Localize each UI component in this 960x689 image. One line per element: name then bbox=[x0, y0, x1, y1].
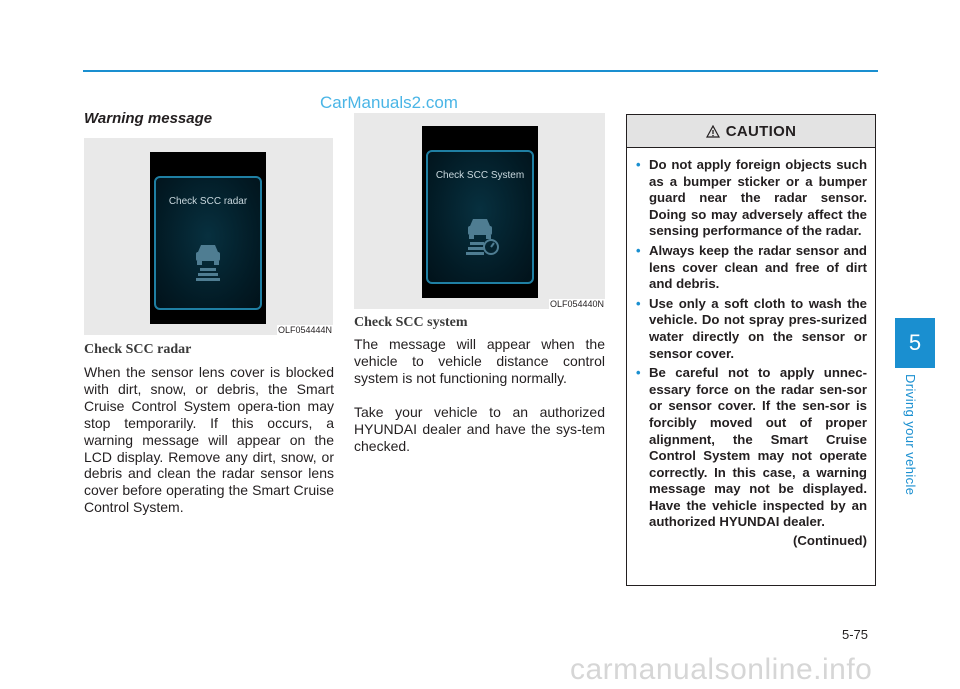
page-number: 5-75 bbox=[842, 627, 869, 642]
caution-header bbox=[627, 115, 875, 148]
caution-item bbox=[636, 157, 867, 240]
figure-code: OLF054440N bbox=[549, 299, 604, 309]
caution-item bbox=[636, 365, 867, 531]
caution-title: CAUTION bbox=[725, 122, 797, 140]
watermark-bottom: carmanualsonline.info bbox=[570, 653, 873, 686]
section-body-check-scc-system: The message will appear when the vehicle to vehicle distance control system is not functioning normally. bbox=[354, 336, 605, 386]
watermark-top: CarManuals2.com bbox=[320, 93, 458, 112]
section-body-check-scc-radar: When the sensor lens cover is blocked with dirt, snow, or debris, the Smart Cruise Control System opera-tion may stop temporarily. If this occurs, a warning message will appear on the LCD display. Remove any dirt, snow, or debris and clean the radar sensor lens cover before operating the Smart Cruise Control System. bbox=[84, 364, 334, 516]
section-heading-check-scc-system: Check SCC system bbox=[354, 315, 468, 330]
bullet-icon: • bbox=[636, 157, 641, 172]
car-radar-icon bbox=[188, 242, 228, 286]
caution-list bbox=[627, 148, 875, 531]
chapter-number-tab: 5 bbox=[895, 318, 935, 368]
bullet-icon: • bbox=[636, 365, 641, 381]
caution-box bbox=[626, 114, 876, 586]
caution-item-text: Do not apply foreign objects such as a bumper sticker or a bumper guard near the radar sensor. Doing so may adversely affect the sensing performance of the radar. bbox=[649, 157, 867, 239]
warning-message-title: Warning message bbox=[84, 110, 213, 127]
lcd-warning-frame bbox=[426, 150, 534, 284]
figure-check-scc-radar bbox=[84, 138, 333, 335]
caution-item bbox=[636, 296, 867, 362]
caution-item-text: Use only a soft cloth to wash the vehicle. Do not spray pres-surized water directly on the sensor or sensor cover. bbox=[649, 295, 867, 361]
caution-item-text: Always keep the radar sensor and lens cover clean and free of dirt and debris. bbox=[649, 242, 867, 292]
lcd-display bbox=[150, 152, 266, 324]
chapter-title: Driving your vehicle bbox=[903, 374, 918, 496]
continued-label: (Continued) bbox=[793, 533, 867, 549]
lcd-warning-text: Check SCC radar bbox=[168, 196, 248, 207]
car-radar-gauge-icon bbox=[460, 216, 500, 260]
caution-item-text: Be careful not to apply unnec-essary force on the radar sen-sor or sensor cover. If the sen-sor is forcibly moved out of proper alignment, the Smart Cruise Control System may not operate correctly. In this case, a warning message may not be displayed. Have the vehicle inspected by an authorized HYUNDAI dealer. bbox=[649, 365, 867, 530]
bullet-icon: • bbox=[636, 242, 641, 258]
warning-triangle-icon bbox=[706, 125, 720, 138]
caution-item bbox=[636, 243, 867, 293]
lcd-display bbox=[422, 126, 538, 298]
header-rule bbox=[83, 70, 878, 72]
bullet-icon: • bbox=[636, 295, 641, 311]
section-heading-check-scc-radar: Check SCC radar bbox=[84, 342, 192, 357]
section-body-dealer-note: Take your vehicle to an authorized HYUNDAI dealer and have the sys-tem checked. bbox=[354, 404, 605, 454]
lcd-warning-frame bbox=[154, 176, 262, 310]
figure-code: OLF054444N bbox=[277, 325, 332, 335]
lcd-warning-text: Check SCC System bbox=[435, 170, 525, 181]
figure-check-scc-system bbox=[354, 113, 605, 309]
